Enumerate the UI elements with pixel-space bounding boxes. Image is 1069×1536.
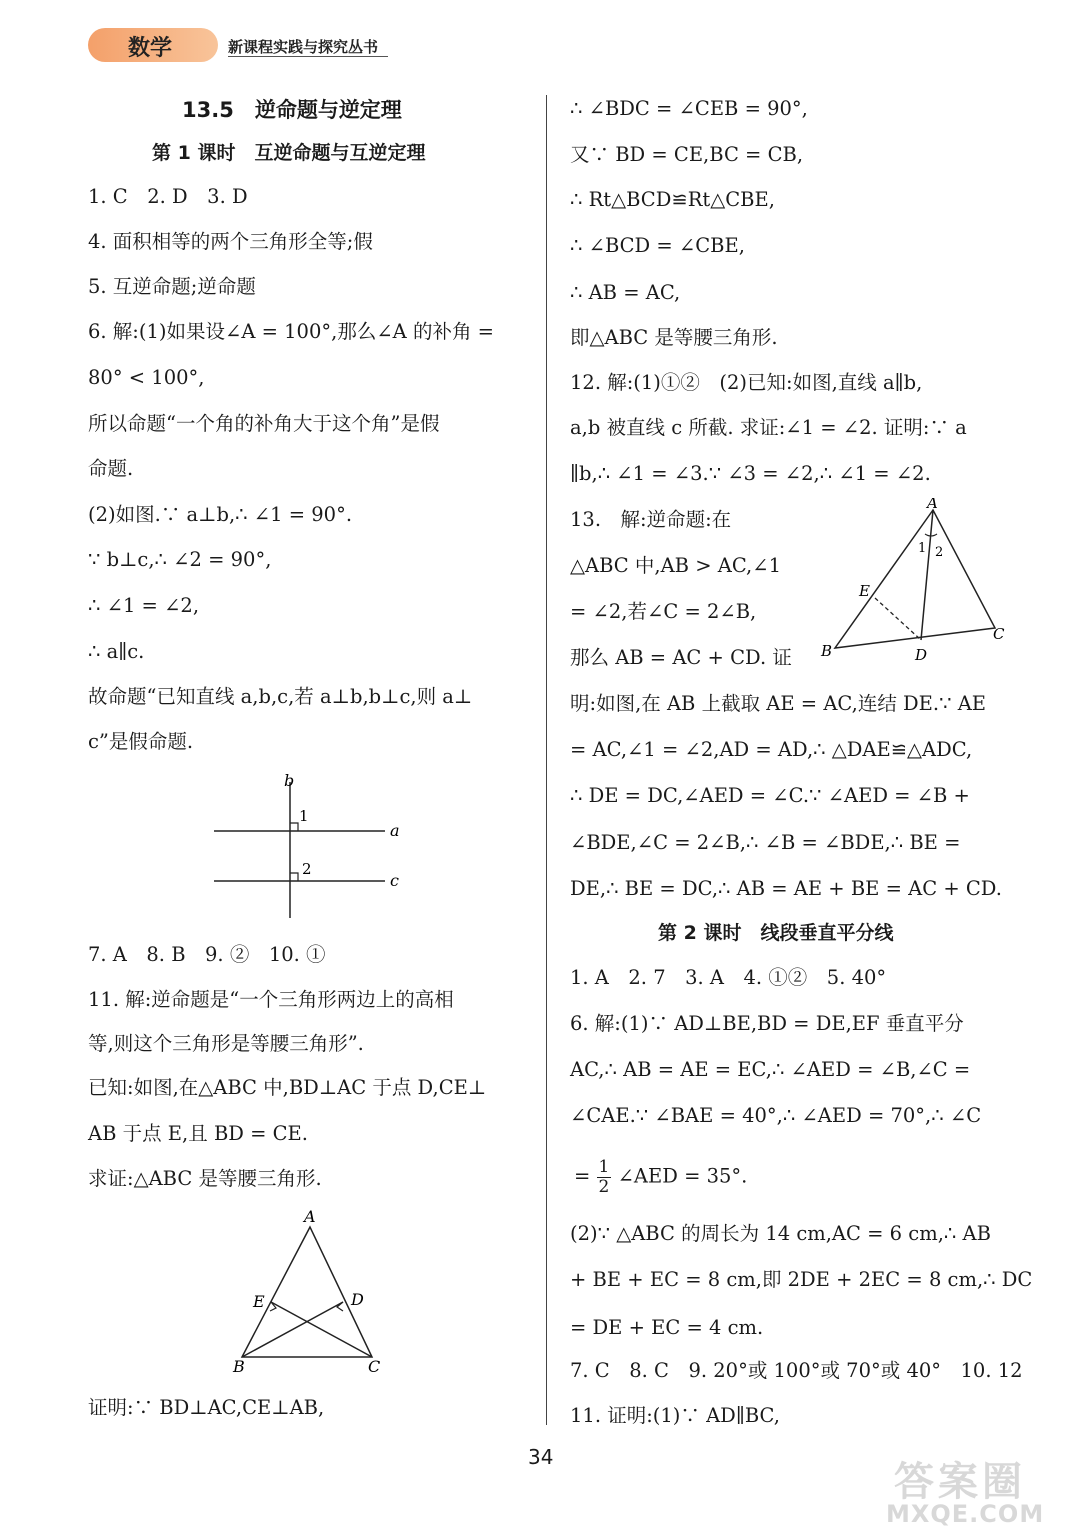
label-angle-2: 2 xyxy=(302,860,312,878)
column-divider xyxy=(546,95,547,1425)
answer-line: 等,则这个三角形是等腰三角形”. xyxy=(88,1032,364,1055)
answer-line: △ABC 中,AB > AC,∠1 xyxy=(570,554,781,577)
answer-line: 即△ABC 是等腰三角形. xyxy=(570,326,778,349)
answer-line: 5. 互逆命题;逆命题 xyxy=(88,275,256,298)
figure-triangle-altitudes xyxy=(225,1205,395,1385)
figure-perpendicular-lines xyxy=(200,768,420,923)
answer-line: 明:如图,在 AB 上截取 AE = AC,连结 DE.∵ AE xyxy=(570,692,987,715)
label-a: a xyxy=(390,821,400,840)
label-angle-2: 2 xyxy=(935,545,944,560)
label-E: E xyxy=(859,582,870,600)
lesson-title: 第 1 课时 互逆命题与互逆定理 xyxy=(152,142,426,164)
label-E: E xyxy=(253,1292,265,1311)
section-title: 13.5 逆命题与逆定理 xyxy=(182,98,402,122)
answer-line: 故命题“已知直线 a,b,c,若 a⊥b,b⊥c,则 a⊥ xyxy=(88,685,473,708)
answer-line: 命题. xyxy=(88,457,134,480)
answer-line: ∴ ∠BCD = ∠CBE, xyxy=(570,234,745,257)
answer-line: 11. 证明:(1)∵ AD∥BC, xyxy=(570,1404,780,1427)
answer-line: 7. A 8. B 9. ② 10. ① xyxy=(88,943,326,966)
answer-line: 6. 解:(1)如果设∠A = 100°,那么∠A 的补角 = xyxy=(88,320,494,343)
header-rule xyxy=(228,56,388,57)
answer-line: 证明:∵ BD⊥AC,CE⊥AB, xyxy=(88,1396,325,1419)
label-angle-1: 1 xyxy=(918,541,927,556)
answer-line: (2)如图.∵ a⊥b,∴ ∠1 = 90°. xyxy=(88,503,353,526)
answer-line: ∴ ∠1 = ∠2, xyxy=(88,594,200,617)
answer-line: ∴ a∥c. xyxy=(88,640,145,663)
answer-line: 求证:△ABC 是等腰三角形. xyxy=(88,1167,322,1190)
answer-line: 1. C 2. D 3. D xyxy=(88,185,248,208)
answer-line: 7. C 8. C 9. 20°或 100°或 70°或 40° 10. 12 xyxy=(570,1359,1023,1382)
label-B: B xyxy=(233,1357,245,1376)
answer-line: DE,∴ BE = DC,∴ AB = AE + BE = AC + CD. xyxy=(570,877,1002,900)
header-series: 新课程实践与探究丛书 xyxy=(228,38,379,56)
label-A: A xyxy=(927,498,938,512)
label-D: D xyxy=(351,1290,364,1309)
answer-line: 12. 解:(1)①② (2)已知:如图,直线 a∥b, xyxy=(570,371,923,394)
answer-line: ∴ DE = DC,∠AED = ∠C.∵ ∠AED = ∠B + xyxy=(570,784,970,807)
answer-line: = DE + EC = 4 cm. xyxy=(570,1316,764,1339)
answer-line: = ∠2,若∠C = 2∠B, xyxy=(570,600,757,623)
answer-line: 所以命题“一个角的补角大于这个角”是假 xyxy=(88,412,440,435)
answer-line: 1. A 2. 7 3. A 4. ①② 5. 40° xyxy=(570,966,887,989)
fraction-line: = $\frac{1}{2}$ ∠AED = 35°. xyxy=(574,1157,748,1197)
label-b: b xyxy=(284,771,295,790)
fraction-one-half: $\frac{1}{2}$ xyxy=(598,1157,610,1197)
answer-line: 4. 面积相等的两个三角形全等;假 xyxy=(88,230,373,253)
answer-line: ∴ Rt△BCD≌Rt△CBE, xyxy=(570,188,775,211)
page-number: 34 xyxy=(528,1445,554,1469)
answer-line: ∴ AB = AC, xyxy=(570,281,681,304)
answer-line: (2)∵ △ABC 的周长为 14 cm,AC = 6 cm,∴ AB xyxy=(570,1222,991,1245)
answer-line: + BE + EC = 8 cm,即 2DE + 2EC = 8 cm,∴ DC xyxy=(570,1268,1033,1291)
answer-line: AB 于点 E,且 BD = CE. xyxy=(88,1122,308,1145)
answer-line: ∠CAE.∵ ∠BAE = 40°,∴ ∠AED = 70°,∴ ∠C xyxy=(570,1104,982,1127)
figure-triangle-bisector xyxy=(815,498,1015,668)
header-subject: 数学 xyxy=(128,36,173,61)
watermark-logo: 答案圈 MXQE.COM xyxy=(886,1459,1045,1528)
answer-line: 6. 解:(1)∵ AD⊥BE,BD = DE,EF 垂直平分 xyxy=(570,1012,964,1035)
answer-line: 80° < 100°, xyxy=(88,366,205,389)
answer-line: 已知:如图,在△ABC 中,BD⊥AC 于点 D,CE⊥ xyxy=(88,1076,487,1099)
lesson-2-title: 第 2 课时 线段垂直平分线 xyxy=(658,922,894,944)
answer-line: 那么 AB = AC + CD. 证 xyxy=(570,646,792,669)
answer-line: = AC,∠1 = ∠2,AD = AD,∴ △DAE≌△ADC, xyxy=(570,738,973,761)
answer-line: c”是假命题. xyxy=(88,730,194,753)
label-C: C xyxy=(368,1357,381,1376)
answer-line: ∴ ∠BDC = ∠CEB = 90°, xyxy=(570,97,808,120)
label-B: B xyxy=(821,642,833,660)
answer-line: ∠BDE,∠C = 2∠B,∴ ∠B = ∠BDE,∴ BE = xyxy=(570,831,961,854)
label-D: D xyxy=(915,646,928,664)
answer-line: 11. 解:逆命题是“一个三角形两边上的高相 xyxy=(88,988,454,1011)
label-C: C xyxy=(993,625,1005,643)
answer-line: 又∵ BD = CE,BC = CB, xyxy=(570,143,804,166)
answer-line: 13. 解:逆命题:在 xyxy=(570,508,732,531)
answer-line: AC,∴ AB = AE = EC,∴ ∠AED = ∠B,∠C = xyxy=(570,1058,971,1081)
answer-line: ∥b,∴ ∠1 = ∠3.∵ ∠3 = ∠2,∴ ∠1 = ∠2. xyxy=(570,462,931,485)
answer-line: ∵ b⊥c,∴ ∠2 = 90°, xyxy=(88,548,272,571)
label-c: c xyxy=(390,871,399,890)
answer-line: a,b 被直线 c 所截. 求证:∠1 = ∠2. 证明:∵ a xyxy=(570,416,967,439)
label-A: A xyxy=(304,1207,316,1226)
label-angle-1: 1 xyxy=(299,807,309,825)
